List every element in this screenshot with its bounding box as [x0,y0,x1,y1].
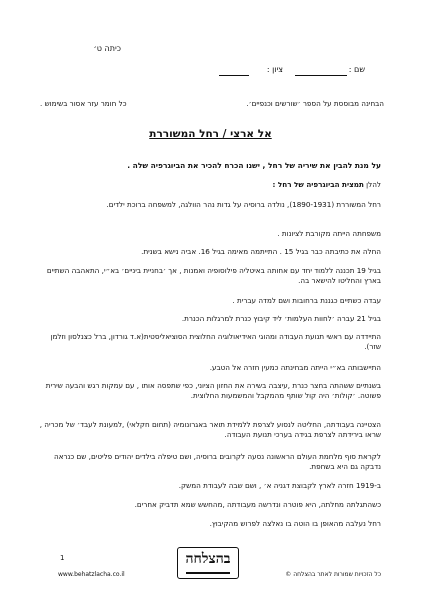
bio-paragraph: רחל המשוררת (1890-1931), נולדה ברוסיה על גדות נהר הוולגה, למשפחה ברוכת ילדים. [106,200,381,209]
bio-paragraph: התיישבותה בא״י הייתה מבחינתה כמעין חזרה אל הטבע. [209,363,381,372]
bio-paragraph: הצטיינה בעבודתה, החליטה לנסוע לצרפת ללמידת תואר באגרונומיה (תחום חקלאי) ,למעונת לעבד׳ של מכריה , שראו בירידתה לצרפת בגידה בערכי תנועת העבודה. [39,420,381,439]
bio-paragraph: בגיל 19 תכננה ללמוד יחד עם אחותה באיטליה פילוסופיה ואמנות , אך ׳בחניית ביניים׳ בא״י, התאהבה השתיים בארץ והחליטו להישאר בה. [46,266,381,285]
name-score-bar [95,65,365,77]
score-field[interactable] [219,75,249,76]
name-label: שם : [348,65,365,74]
logo-underline [186,572,230,574]
grade-label: כיתה ט׳ [93,44,121,53]
bio-paragraph: התיידדה עם ראשי תנועת העבודה ומהוגי האידיאולוגיה החלוצית הסוציאליסטית(א.ד גורדון, ברל כצנלסון וזלמן שזר). [50,332,381,351]
footer-website-link[interactable]: www.behatzlacha.co.il [58,571,125,578]
exam-source-note: הבחינה מבוססת על הספר ׳שורשים וכנפיים׳. [246,99,384,108]
page-number: 1 [60,554,65,562]
page-title: אל ארצי / רחל המשוררת [149,128,272,140]
bio-lead-prefix: להלן [363,180,381,189]
bio-lead [36,180,381,190]
bio-paragraph: רחל נעלבה מהאופן בו הוטה בו נאלצה לפרוש מהקיבוץ. [209,519,381,528]
bio-paragraph: לקראת סוף מלחמת העולם הראשונה נסעה לקרובים ברוסיה, ושם טיפלה בילדים יהודים פליטים, שם כנראה נדבקה גם היא בשחפת. [54,452,381,471]
footer-copyright: כל הזכויות שמורות לאתר בהצלחה © [285,571,381,578]
bio-paragraph: משפחתה הייתה מקורבת לציונות . [277,229,381,238]
bio-paragraph: בשנתיים ששהתה בחצר כנרת ,עיצבה בשירה את החזון הציוני, כפי שתפסה אותו , עם עמקות רגש והבעה שירית פשוטה. ׳קולות׳ היה קול שותף מהמקבל והמשמעות החלוצית. [45,381,381,400]
bio-paragraph: החלה את כתיבתה כבר בגיל 15 . התייתמה מאימה בגיל 16. אביה נישא בשנית. [141,247,381,256]
intro-text: על מנת להבין את שיריה של רחל , ישנו הכרח להכיר את הביוגרפיה שלה . [127,161,381,170]
name-field[interactable] [295,75,347,76]
score-label: ציון : [266,65,283,74]
bio-paragraph: עבדה כשתיים כגננת ברחובות ושם למדה עברית . [232,296,381,305]
exam-materials-note: כל חומר עזר אסור בשימוש . [40,99,127,108]
bio-paragraph: כשהתגלתה מחלתה, היא פוטרה ונדרשה מעבודתה ,מהחשש שמא תדביק אחרים. [134,500,381,509]
bio-paragraph: בגיל 21 עברה ׳לחוות העלמות׳ ליד קיבוץ כנרת למרגלות הכנרת. [181,314,381,323]
logo-text: בהצלחה [185,551,231,567]
brand-logo [177,547,239,579]
bio-lead-bold: תמצית הביוגרפיה של רחל : [272,180,364,189]
bio-paragraph: ב-1919 חזרה לארץ לקבוצת דגניה א׳ , ושם שבה לעבודת המשק. [178,481,381,490]
